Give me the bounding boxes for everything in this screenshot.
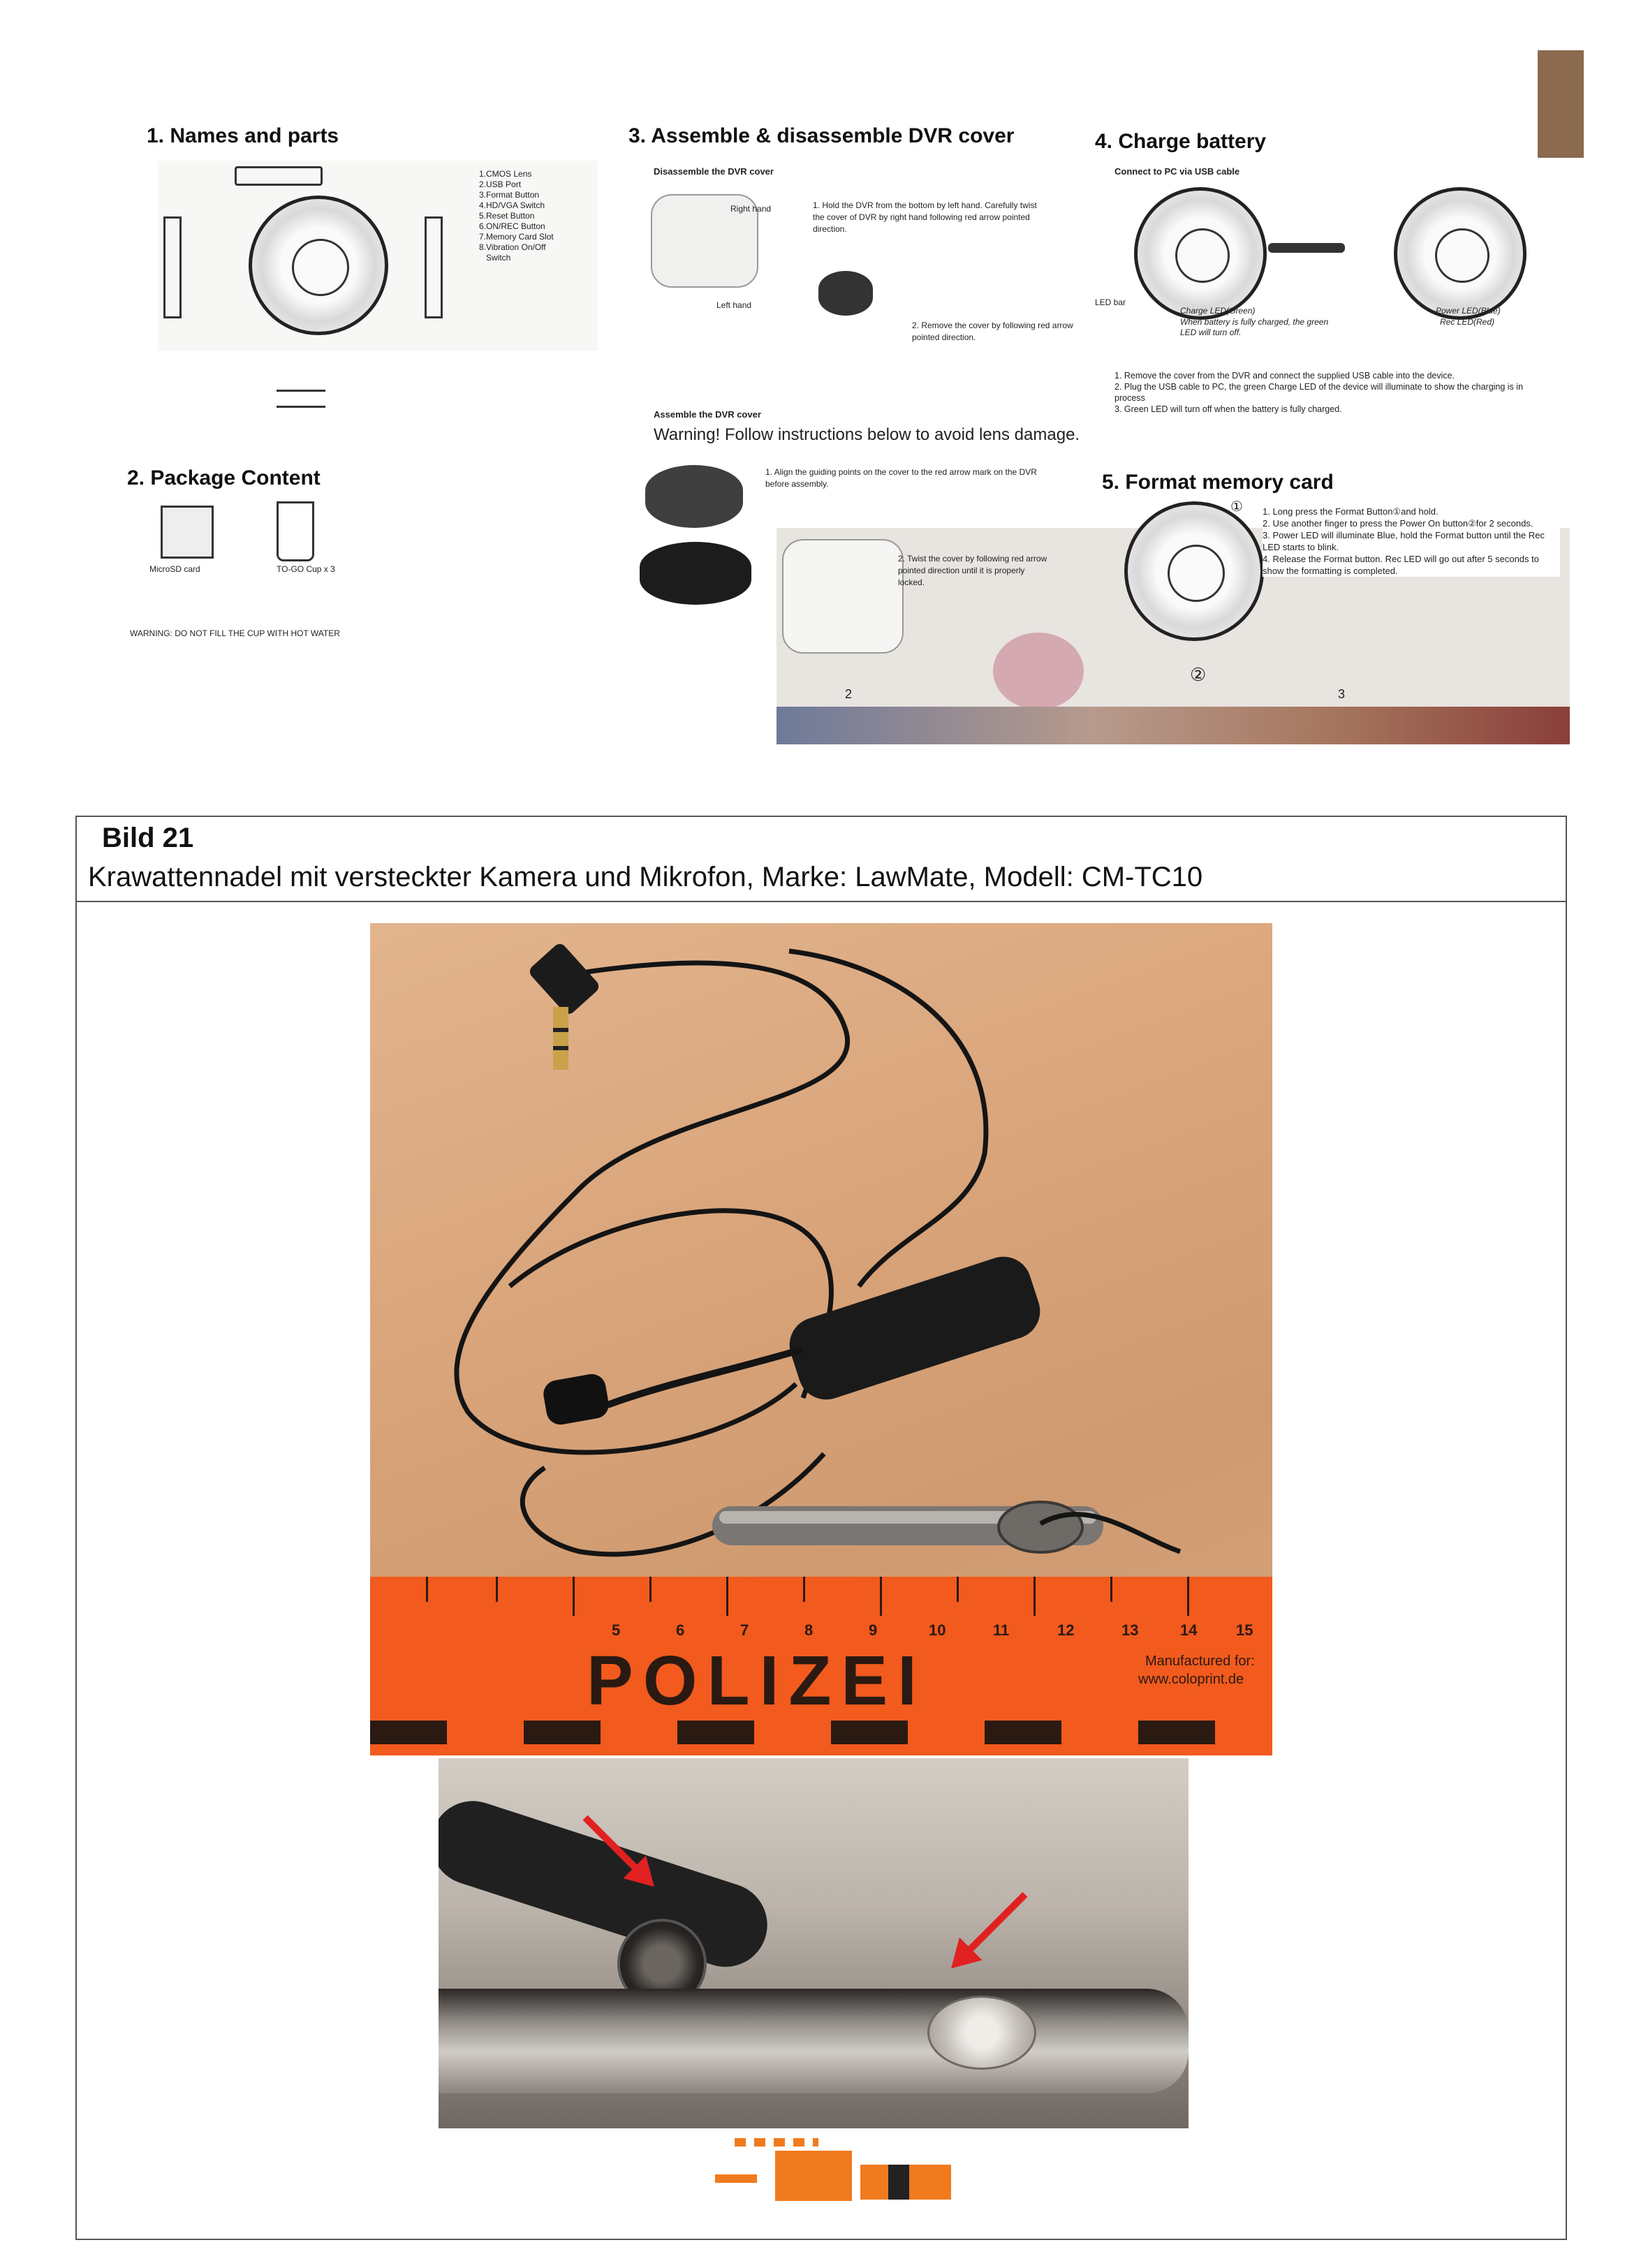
parts-list: 1.CMOS Lens 2.USB Port 3.Format Button 4.HD/VGA Switch 5.Reset Button 6.ON/REC Button 7.Memory Card Slot 8.Vibration On/Off Switch [479, 169, 554, 263]
led-bar-label: LED bar [1095, 297, 1126, 307]
ruler-tick [726, 1577, 728, 1616]
section1-title: 1. Names and parts [147, 124, 339, 147]
disassemble-heading: Disassemble the DVR cover [654, 166, 774, 177]
parts-diagram [158, 161, 598, 351]
format-device [1124, 501, 1264, 641]
figure-frame [75, 816, 1567, 2240]
figure-label: Bild 21 [102, 823, 194, 853]
stamp-remnant [775, 2151, 852, 2201]
ruler-checker-strip [370, 1721, 1272, 1744]
red-arrow-clip [964, 1892, 1028, 1956]
microsd-card-icon [161, 506, 214, 559]
charging-device-left [1134, 187, 1267, 320]
section5-title: 5. Format memory card [1102, 471, 1334, 494]
assemble-step2: 2. Twist the cover by following red arrow pointed direction until it is properly locked. [898, 554, 1047, 587]
cup-icon [277, 501, 314, 561]
device-front-view [249, 196, 388, 335]
format-marker-2: ② [1190, 664, 1207, 685]
ruler-manufacturer-label: Manufactured for: [1145, 1654, 1255, 1669]
ruler-tick [880, 1577, 882, 1616]
cover-top-piece [645, 465, 743, 528]
ruler-tick [426, 1577, 428, 1602]
device-bottom-view [277, 390, 325, 408]
ruler-number: 7 [740, 1621, 749, 1639]
ruler-manufacturer-url: www.coloprint.de [1138, 1672, 1244, 1687]
format-marker-1: ① [1230, 499, 1243, 515]
format-steps: 1. Long press the Format Button①and hold. 2. Use another finger to press the Power On button②for 2 seconds. 3. Power LED will illuminate Blue, hold the Format button until the Rec LED starts to blink. 4. Release the Format button. Rec LED will go out after 5 seconds to show the formatting is completed. [1263, 506, 1560, 577]
ruler-tick [573, 1577, 575, 1616]
page-number-2: 2 [845, 687, 853, 701]
ruler-number: 6 [676, 1621, 685, 1639]
ruler-brand: POLIZEI [587, 1642, 927, 1720]
section2-title: 2. Package Content [127, 466, 321, 489]
section3-title: 3. Assemble & disassemble DVR cover [628, 124, 1015, 147]
package-warning: WARNING: DO NOT FILL THE CUP WITH HOT WATER [130, 628, 340, 638]
fingerprint-smudge [993, 633, 1084, 709]
ruler-number: 5 [612, 1621, 621, 1639]
ruler-number: 10 [929, 1621, 946, 1639]
ruler-tick [1033, 1577, 1036, 1616]
stamp-remnant [735, 2138, 818, 2146]
package-item-microsd: MicroSD card [149, 564, 200, 574]
charge-steps: 1. Remove the cover from the DVR and connect the supplied USB cable into the device. 2. Plug the USB cable to PC, the green Charge LED of the device will illuminate to show the charging is in process 3. Green LED will turn off when the battery is fully charged. [1114, 371, 1524, 414]
section4-title: 4. Charge battery [1095, 130, 1267, 153]
ruler-number: 11 [993, 1621, 1010, 1639]
package-item-cup: TO-GO Cup x 3 [277, 564, 335, 574]
cover-bottom-piece [640, 542, 751, 605]
device-top-view [235, 166, 323, 186]
charge-subtitle: Connect to PC via USB cable [1114, 166, 1240, 177]
ruler-number: 8 [804, 1621, 814, 1639]
usb-cable-icon [1268, 243, 1345, 253]
stamp-remnant [715, 2174, 757, 2183]
stamp-remnant [860, 2165, 951, 2200]
power-led-label: Power LED(Blue) [1436, 306, 1501, 316]
device-side-left [163, 216, 182, 318]
charge-led-label: Charge LED(Green) [1180, 306, 1256, 316]
charge-led-note: When battery is fully charged, the green LED will turn off. [1180, 317, 1329, 337]
ruler-number: 14 [1180, 1621, 1198, 1639]
police-ruler [370, 1577, 1272, 1755]
rec-led-label: Rec LED(Red) [1440, 317, 1495, 327]
page-edge-tab [1538, 50, 1584, 158]
left-hand-label: Left hand [716, 300, 752, 310]
figure-caption-row [77, 817, 1566, 902]
assemble-step1: 1. Align the guiding points on the cover to the red arrow mark on the DVR before assembly. [765, 467, 1037, 489]
disassemble-step2: 2. Remove the cover by following red arrow pointed direction. [912, 321, 1073, 342]
ruler-tick [957, 1577, 959, 1602]
device-side-right [425, 216, 443, 318]
ruler-number: 13 [1121, 1621, 1139, 1639]
charging-device-right [1394, 187, 1526, 320]
detail-photo [439, 1758, 1189, 2128]
ruler-tick [803, 1577, 805, 1602]
tie-clip-photo [370, 923, 1272, 1755]
clip-close-up [439, 1989, 1189, 2093]
ruler-number: 12 [1057, 1621, 1075, 1639]
hand-twist-illustration [782, 539, 904, 654]
right-hand-label: Right hand [730, 204, 772, 214]
ruler-tick [1110, 1577, 1112, 1602]
figure-caption: Krawattennadel mit versteckter Kamera und Mikrofon, Marke: LawMate, Modell: CM-TC10 [88, 862, 1203, 892]
disassemble-step1: 1. Hold the DVR from the bottom by left hand. Carefully twist the cover of DVR by right hand following red arrow pointed direction. [813, 200, 1037, 234]
assemble-warning: Warning! Follow instructions below to avoid lens damage. [654, 425, 1080, 444]
ruler-tick [496, 1577, 498, 1602]
manual-sheet [127, 117, 1589, 746]
clip-emblem [927, 1996, 1036, 2070]
ruler-number: 15 [1236, 1621, 1253, 1639]
ruler-tick [1187, 1577, 1189, 1616]
photo-bottom-strip [777, 707, 1570, 744]
assemble-heading: Assemble the DVR cover [654, 409, 761, 420]
cable-close-up [439, 1790, 778, 1978]
ruler-number: 9 [869, 1621, 878, 1639]
ruler-tick [649, 1577, 652, 1602]
dvr-cover-icon [818, 271, 873, 316]
page-number-3: 3 [1338, 687, 1346, 701]
